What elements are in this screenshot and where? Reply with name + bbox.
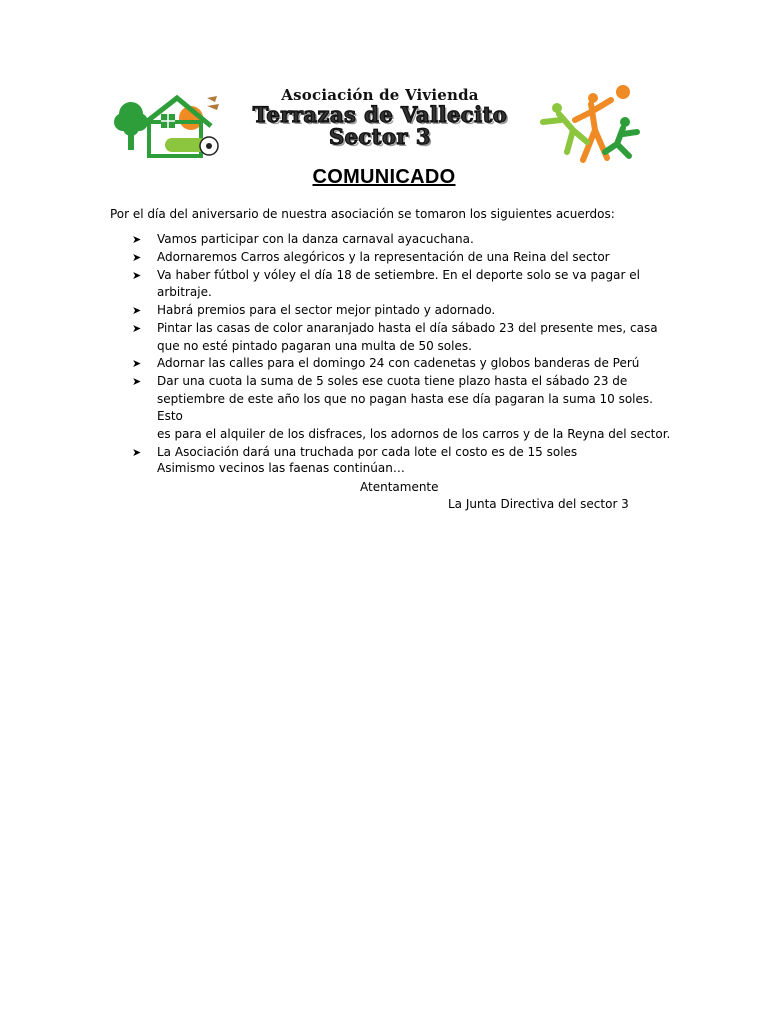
arrow-bullet-icon: ➤ xyxy=(132,357,142,371)
sports-players-logo-icon xyxy=(533,82,643,164)
closing-line: Asimismo vecinos las faenas continúan… xyxy=(157,461,405,475)
list-item-text: Dar una cuota la suma de 5 soles ese cuota tiene plazo hasta el sábado 23 de septiembre de este año los que no pagan hasta ese día pagaran la suma 10 soles. Esto es para el alquiler de los disfraces, los adornos de los carros y de la Reyna del sector. xyxy=(157,374,671,441)
signature-line: La Junta Directiva del sector 3 xyxy=(448,497,629,511)
association-sector: Sector 3 xyxy=(328,124,431,149)
list-item xyxy=(132,320,672,355)
list-item-text: Va haber fútbol y vóley el día 18 de setiembre. En el deporte solo se va pagar el arbitraje. xyxy=(157,267,640,300)
list-item-text: Adornar las calles para el domingo 24 con cadenetas y globos banderas de Perú xyxy=(157,356,640,371)
list-item-text: Vamos participar con la danza carnaval ayacuchana. xyxy=(157,232,474,246)
house-tree-logo-icon xyxy=(113,92,228,164)
list-item-text: Pintar las casas de color anaranjado hasta el día sábado 23 del presente mes, casa que no esté pintado pagaran una multa de 50 soles. xyxy=(157,321,658,353)
arrow-bullet-icon: ➤ xyxy=(132,268,142,282)
list-item-text: La Asociación dará una truchada por cada lote el costo es de 15 soles xyxy=(157,444,578,459)
list-item-text: Adornaremos Carros alegóricos y la representación de una Reina del sector xyxy=(157,249,610,264)
list-item xyxy=(132,302,672,320)
list-item xyxy=(132,231,672,249)
regards-line: Atentamente xyxy=(360,480,439,494)
arrow-bullet-icon: ➤ xyxy=(132,322,142,336)
arrow-bullet-icon: ➤ xyxy=(132,250,142,264)
association-name: Terrazas de Vallecito xyxy=(252,102,508,127)
arrow-bullet-icon: ➤ xyxy=(132,304,142,318)
document-title: COMUNICADO xyxy=(312,166,456,188)
arrow-bullet-icon: ➤ xyxy=(132,233,142,246)
list-item xyxy=(132,267,672,302)
arrow-bullet-icon: ➤ xyxy=(132,445,142,459)
arrow-bullet-icon: ➤ xyxy=(132,375,142,389)
list-item xyxy=(132,355,672,373)
list-item xyxy=(132,373,672,443)
letterhead xyxy=(0,0,768,170)
agreements-list xyxy=(132,231,672,462)
intro-paragraph: Por el día del aniversario de nuestra asociación se tomaron los siguientes acuerdos: xyxy=(110,207,615,221)
association-type: Asociación de Vivienda xyxy=(281,86,479,104)
association-title xyxy=(240,86,520,148)
list-item xyxy=(132,249,672,267)
list-item-text: Habrá premios para el sector mejor pintado y adornado. xyxy=(157,303,496,318)
